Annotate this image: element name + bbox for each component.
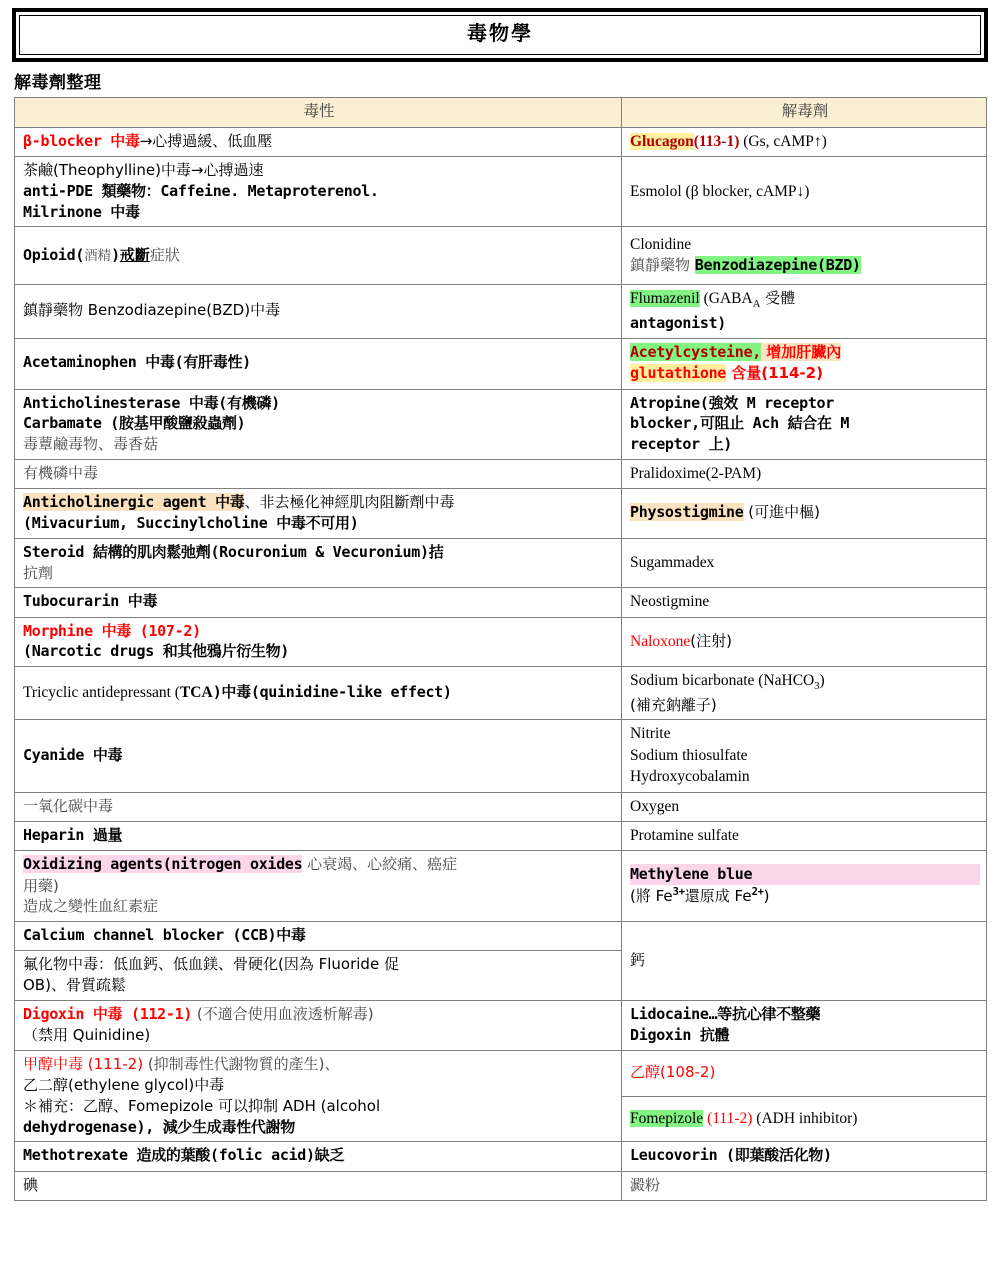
cell-toxicity-theophylline bbox=[15, 157, 622, 227]
text-line-3: Hydroxycobalamin bbox=[630, 768, 750, 786]
table-header-row bbox=[15, 98, 987, 128]
text-line-2: 用藥) bbox=[23, 876, 59, 895]
text-line-2: 乙二醇(ethylene glycol)中毒 bbox=[23, 1076, 225, 1095]
text-a: Opioid( bbox=[23, 245, 85, 264]
section-heading: 解毒劑整理 bbox=[14, 73, 102, 93]
text-highlight: 甲醇中毒 (111-2) bbox=[23, 1054, 144, 1073]
cell-antidote-iodine bbox=[622, 1171, 987, 1200]
text-line-3: ＊補充：乙醇、Fomepizole 可以抑制 ADH (alcohol bbox=[23, 1096, 381, 1115]
text-line-1: 氟化物中毒：低血鈣、低血鎂、骨硬化(因為 Fluoride 促 bbox=[23, 955, 399, 974]
note-b: 受體 bbox=[760, 289, 796, 308]
note-a: (GABA bbox=[699, 290, 753, 308]
title-banner-inner bbox=[19, 15, 981, 55]
cell-toxicity-anticholinergic bbox=[15, 488, 622, 538]
cell-toxicity-ccb bbox=[15, 922, 622, 951]
cell-toxicity-cyanide bbox=[15, 720, 622, 792]
cell-toxicity-fluoride bbox=[15, 951, 622, 1000]
text-line-1: Nitrite bbox=[630, 725, 671, 743]
note: (注射) bbox=[690, 631, 732, 650]
text-line-2: Carbamate (胺基甲酸鹽殺蟲劑) bbox=[23, 414, 246, 433]
text-line-1: Tubocurarin 中毒 bbox=[23, 592, 158, 611]
table-row bbox=[15, 720, 987, 792]
text-line-3: Milrinone 中毒 bbox=[23, 202, 140, 221]
text-line-2: antagonist) bbox=[630, 314, 727, 333]
drug-name: Benzodiazepine(BZD) bbox=[694, 256, 861, 275]
text-line-1: Leucovorin (即葉酸活化物) bbox=[630, 1146, 832, 1165]
text-line-1: Acetaminophen 中毒(有肝毒性) bbox=[23, 353, 251, 372]
text-abbrev: TCA bbox=[179, 684, 213, 702]
text-line-3: receptor 上) bbox=[630, 434, 733, 453]
text-tail: 含量(114-2) bbox=[726, 364, 823, 383]
text-line-1: Lidocaine…等抗心律不整藥 bbox=[630, 1005, 821, 1024]
cell-antidote-digoxin bbox=[622, 1000, 987, 1050]
cell-antidote-ethanol bbox=[622, 1050, 987, 1096]
cell-toxicity-tubocurarin bbox=[15, 588, 622, 617]
text-line-1: Cyanide 中毒 bbox=[23, 745, 123, 764]
column-header-toxicity: 毒性 bbox=[15, 98, 622, 128]
text-line-2: 抗劑 bbox=[23, 563, 54, 582]
text-subscript: 3 bbox=[814, 681, 820, 693]
cell-antidote-opioid bbox=[622, 227, 987, 285]
cell-antidote-heparin bbox=[622, 821, 987, 850]
table-row bbox=[15, 539, 987, 588]
text-line-2: （禁用 Quinidine) bbox=[23, 1026, 151, 1045]
ref-code: (113-1) bbox=[693, 133, 740, 150]
text-line-1: Atropine(強效 M receptor bbox=[630, 393, 835, 412]
cell-toxicity-acetaminophen bbox=[15, 338, 622, 389]
cell-toxicity-methanol bbox=[15, 1050, 622, 1141]
text-b: ) bbox=[819, 672, 825, 690]
text-line-1: 鎮靜藥物 Benzodiazepine(BZD)中毒 bbox=[23, 301, 281, 320]
table-row bbox=[15, 338, 987, 389]
drug-name: 乙醇(108-2) bbox=[630, 1063, 716, 1082]
table-row bbox=[15, 488, 987, 538]
text-highlight: Anticholinergic agent 中毒 bbox=[23, 492, 245, 511]
drug-name: Glucagon bbox=[630, 133, 694, 150]
cell-toxicity-tca bbox=[15, 667, 622, 720]
text-superscript-1: 3+ bbox=[672, 885, 685, 898]
table-row bbox=[15, 617, 987, 666]
text-highlight: Digoxin 中毒 (112-1) bbox=[23, 1004, 193, 1023]
text-line-3: 造成之變性血紅素症 bbox=[23, 897, 159, 916]
text-line-1: Neostigmine bbox=[630, 593, 710, 611]
drug-name: Methylene blue bbox=[630, 864, 980, 885]
cell-toxicity-carbon-monoxide bbox=[15, 792, 622, 821]
drug-name: Acetylcysteine, bbox=[630, 342, 761, 361]
table-row bbox=[15, 588, 987, 617]
cell-antidote-oxidizing-agents bbox=[622, 851, 987, 922]
text-line-2: (Narcotic drugs 和其他鴉片衍生物) bbox=[23, 642, 290, 661]
text-line-1: Heparin 過量 bbox=[23, 825, 123, 844]
cell-antidote-fomepizole bbox=[622, 1096, 987, 1142]
text-line-1: Anticholinesterase 中毒(有機磷) bbox=[23, 393, 280, 412]
text-b: 還原成 Fe bbox=[684, 886, 752, 905]
text-c: ) bbox=[111, 245, 120, 264]
table-row bbox=[15, 792, 987, 821]
text-red: β-blocker 中毒 bbox=[23, 132, 140, 150]
text-a: Tricyclic antidepressant ( bbox=[23, 684, 180, 702]
title-banner bbox=[12, 8, 988, 62]
cell-toxicity-iodine bbox=[15, 1171, 622, 1200]
cell-toxicity-beta-blocker bbox=[15, 128, 622, 157]
cell-antidote-morphine bbox=[622, 617, 987, 666]
text-line-1: 一氧化碳中毒 bbox=[23, 796, 114, 815]
cell-toxicity-oxidizing-agents bbox=[15, 851, 622, 922]
text-line-1: 碘 bbox=[23, 1175, 39, 1194]
table-row bbox=[15, 1050, 987, 1096]
text-a: Sodium bicarbonate (NaHCO bbox=[630, 672, 815, 690]
text-c: )中毒(quinidine-like effect) bbox=[212, 683, 452, 702]
cell-antidote-calcium bbox=[622, 922, 987, 1001]
cell-antidote-anticholinergic bbox=[622, 488, 987, 538]
table-row bbox=[15, 227, 987, 285]
table-row bbox=[15, 285, 987, 338]
note: (Gs, cAMP↑) bbox=[743, 133, 827, 150]
text-note: 增加肝臟內 bbox=[760, 342, 842, 361]
text-line-1: Esmolol (β blocker, cAMP↓) bbox=[630, 182, 810, 200]
text-line-1: 茶鹼(Theophylline)中毒→心搏過速 bbox=[23, 161, 264, 180]
note-subscript: A bbox=[752, 299, 761, 311]
table-row bbox=[15, 389, 987, 459]
cell-toxicity-morphine bbox=[15, 617, 622, 666]
text-line-2: blocker,可阻止 Ach 結合在 M bbox=[630, 414, 850, 433]
cell-antidote-steroid bbox=[622, 539, 987, 588]
cell-antidote-beta-blocker bbox=[622, 128, 987, 157]
cell-antidote-tubocurarin bbox=[622, 588, 987, 617]
drug-name: Flumazenil bbox=[630, 290, 700, 308]
cell-toxicity-digoxin bbox=[15, 1000, 622, 1050]
text-line-1: Clonidine bbox=[630, 236, 692, 254]
table-row bbox=[15, 821, 987, 850]
cell-antidote-methotrexate bbox=[622, 1142, 987, 1171]
antidote-table bbox=[14, 97, 987, 1201]
cell-antidote-anticholinesterase bbox=[622, 389, 987, 459]
table-row bbox=[15, 667, 987, 720]
text-line-1: Pralidoxime(2-PAM) bbox=[630, 464, 762, 482]
table-row bbox=[15, 459, 987, 488]
text-line-1: Oxygen bbox=[630, 797, 680, 815]
text-emphasis: 戒斷 bbox=[119, 245, 150, 264]
table-row bbox=[15, 1171, 987, 1200]
text-line-1: Morphine 中毒 (107-2) bbox=[23, 621, 201, 640]
cell-antidote-cyanide bbox=[622, 720, 987, 792]
text-line-1: Protamine sulfate bbox=[630, 826, 739, 844]
text-line-2: anti-PDE 類藥物：Caffeine. Metaproterenol. bbox=[23, 182, 379, 201]
cell-antidote-carbon-monoxide bbox=[622, 792, 987, 821]
page-title: 毒物學 bbox=[467, 21, 533, 45]
text-line-2: (Mivacurium, Succinylcholine 中毒不可用) bbox=[23, 514, 359, 533]
text-b: 酒精 bbox=[84, 247, 112, 264]
table-row bbox=[15, 1000, 987, 1050]
cell-toxicity-anticholinesterase bbox=[15, 389, 622, 459]
drug-name: Naloxone bbox=[630, 632, 691, 650]
cell-antidote-theophylline bbox=[622, 157, 987, 227]
text-superscript-2: 2+ bbox=[751, 885, 764, 898]
text-line-1: 澱粉 bbox=[630, 1175, 661, 1194]
column-header-antidote: 解毒劑 bbox=[622, 98, 987, 128]
text-prefix: 鎮靜藥物 bbox=[630, 256, 695, 275]
text-tail: (抑制毒性代謝物質的產生)、 bbox=[143, 1054, 340, 1073]
text-line-2: Sodium thiosulfate bbox=[630, 746, 748, 764]
drug-name: Fomepizole bbox=[630, 1109, 704, 1127]
text-a: (將 Fe bbox=[630, 886, 673, 905]
cell-antidote-organophosphate bbox=[622, 459, 987, 488]
cell-antidote-bzd bbox=[622, 285, 987, 338]
table-row bbox=[15, 922, 987, 951]
text-line-1: 鈣 bbox=[630, 950, 646, 969]
table-row bbox=[15, 128, 987, 157]
text-line-1: Sugammadex bbox=[630, 554, 715, 572]
text-line-1: 有機磷中毒 bbox=[23, 463, 99, 482]
text-line-2: (補充鈉離子) bbox=[630, 695, 717, 714]
ref-code: (111-2) bbox=[703, 1109, 753, 1127]
text-line-2: OB)、骨質疏鬆 bbox=[23, 976, 126, 995]
text-e: 症狀 bbox=[149, 245, 180, 264]
text-glutathione: glutathione bbox=[630, 364, 727, 383]
text-line-1: Steroid 結構的肌肉鬆弛劑(Rocuronium & Vecuronium)拮 bbox=[23, 543, 444, 562]
text-tail: 、非去極化神經肌肉阻斷劑中毒 bbox=[244, 492, 455, 511]
cell-toxicity-methotrexate bbox=[15, 1142, 622, 1171]
text-plain: →心搏過緩、低血壓 bbox=[139, 132, 273, 150]
cell-antidote-acetaminophen bbox=[622, 338, 987, 389]
text-line-1: Methotrexate 造成的葉酸(folic acid)缺乏 bbox=[23, 1146, 345, 1165]
cell-antidote-tca bbox=[622, 667, 987, 720]
table-row bbox=[15, 1142, 987, 1171]
cell-toxicity-heparin bbox=[15, 821, 622, 850]
cell-toxicity-steroid bbox=[15, 539, 622, 588]
drug-name: Physostigmine bbox=[630, 503, 744, 522]
table-row bbox=[15, 157, 987, 227]
cell-toxicity-bzd bbox=[15, 285, 622, 338]
note: (可進中樞) bbox=[743, 503, 820, 522]
table-row bbox=[15, 851, 987, 922]
text-line-2: Digoxin 抗體 bbox=[630, 1025, 730, 1044]
note: (ADH inhibitor) bbox=[752, 1109, 858, 1127]
text-line-1: Calcium channel blocker (CCB)中毒 bbox=[23, 926, 306, 945]
text-tail: (不適合使用血液透析解毒) bbox=[192, 1004, 374, 1023]
text-tail: 心衰竭、心絞痛、癌症 bbox=[302, 855, 458, 874]
text-c: ) bbox=[763, 886, 770, 905]
text-highlight: Oxidizing agents(nitrogen oxides bbox=[23, 855, 303, 874]
cell-toxicity-opioid bbox=[15, 227, 622, 285]
text-line-3: 毒蕈鹼毒物、毒香菇 bbox=[23, 434, 159, 453]
cell-toxicity-organophosphate bbox=[15, 459, 622, 488]
text-line-4: dehydrogenase), 減少生成毒性代謝物 bbox=[23, 1117, 295, 1136]
